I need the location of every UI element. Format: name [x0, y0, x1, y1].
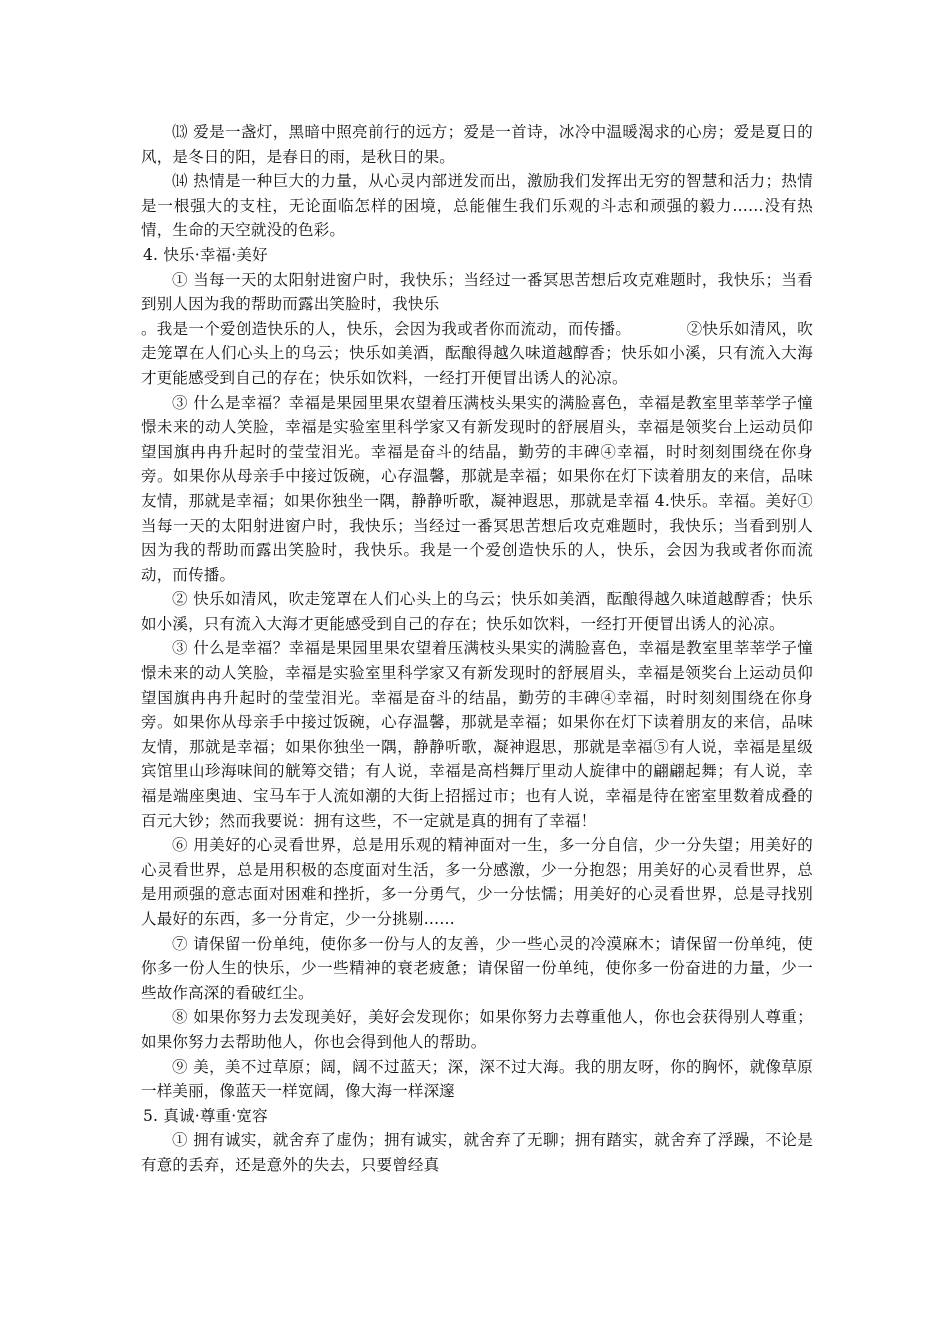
paragraph-4-3: ③ 什么是幸福？幸福是果园里果农望着压满枝头果实的满脸喜色，幸福是教室里莘莘学子憧憬未来的动人笑脸，幸福是实验室里科学家又有新发现时的舒展眉头，幸福是领奖台上运动员仰望国旗冉冉升起时的莹莹泪光。幸福是奋斗的结晶，勤劳的丰碑④幸福，时时刻刻围绕在你身旁。如果你从母亲手中接过饭碗，心存温馨，那就是幸福；如果你在灯下读着朋友的来信，品味友情，那就是幸福；如果你独坐一隅，静静听歌，凝神遐思，那就是幸福 4.快乐。幸福。美好①当每一天的太阳射进窗户时，我快乐；当经过一番冥思苦想后攻克难题时，我快乐；当看到别人因为我的帮助而露出笑脸时，我快乐。我是一个爱创造快乐的人，快乐，会因为我或者你而流动，而传播。 — [141, 393, 813, 584]
paragraph-4-2-repeat: ② 快乐如清风，吹走笼罩在人们心头上的乌云；快乐如美酒，酝酿得越久味道越醇香；快乐如小溪，只有流入大海才更能感受到自己的存在；快乐如饮料，一经打开便冒出诱人的沁凉。 — [141, 590, 813, 633]
paragraph-4-3-repeat: ③ 什么是幸福？幸福是果园里果农望着压满枝头果实的满脸喜色，幸福是教室里莘莘学子憧憬未来的动人笑脸，幸福是实验室里科学家又有新发现时的舒展眉头，幸福是领奖台上运动员仰望国旗冉冉升起时的莹莹泪光。幸福是奋斗的结晶，勤劳的丰碑④幸福，时时刻刻围绕在你身旁。如果你从母亲手中接过饭碗，心存温馨，那就是幸福；如果你在灯下读着朋友的来信，品味友情，那就是幸福；如果你独坐一隅，静静听歌，凝神遐思，那就是幸福⑤有人说，幸福是星级宾馆里山珍海味间的觥筹交错；有人说，幸福是高档舞厅里动人旋律中的翩翩起舞；有人说，幸福是端座奥迪、宝马车于人流如潮的大街上招摇过市；也有人说，幸福是待在密室里数着成叠的百元大钞；然而我要说：拥有这些，不一定就是真的拥有了幸福！ — [141, 639, 813, 830]
section-heading-5: 5. 真诚·尊重·宽容 — [143, 1106, 268, 1125]
paragraph-4-7: ⑦ 请保留一份单纯，使你多一份与人的友善，少一些心灵的冷漠麻木；请保留一份单纯，使你多一份人生的快乐，少一些精神的衰老疲惫；请保留一份单纯，使你多一份奋进的力量，少一些故作高深的看破红尘。 — [141, 934, 813, 1002]
paragraph-4-8: ⑧ 如果你努力去发现美好，美好会发现你；如果你努力去尊重他人，你也会获得别人尊重；如果你努力去帮助他人，你也会得到他人的帮助。 — [141, 1008, 813, 1051]
document-page — [141, 120, 813, 1178]
paragraph-5-1: ① 拥有诚实，就舍弃了虚伪；拥有诚实，就舍弃了无聊；拥有踏实，就舍弃了浮躁，不论是有意的丢弃，还是意外的失去，只要曾经真 — [141, 1131, 813, 1174]
paragraph-4-1-continued: 。我是一个爱创造快乐的人，快乐，会因为我或者你而流动，而传播。 ②快乐如清风，吹走笼罩在人们心头上的乌云；快乐如美酒，酝酿得越久味道越醇香；快乐如小溪，只有流入大海才更能感受到自己的存在；快乐如饮料，一经打开便冒出诱人的沁凉。 — [141, 319, 813, 387]
paragraph-4-1: ① 当每一天的太阳射进窗户时，我快乐；当经过一番冥思苦想后攻克难题时，我快乐；当看到别人因为我的帮助而露出笑脸时，我快乐 — [141, 270, 813, 314]
paragraph-4-6: ⑥ 用美好的心灵看世界，总是用乐观的精神面对一生，多一分自信，少一分失望；用美好的心灵看世界，总是用积极的态度面对生活，多一分感激，少一分抱怨；用美好的心灵看世界，总是用顽强的意志面对困难和挫折，多一分勇气，少一分怯懦；用美好的心灵看世界，总是寻找别人最好的东西，多一分肯定，少一分挑剔…… — [141, 836, 813, 928]
paragraph-13: ⒀ 爱是一盏灯，黑暗中照亮前行的远方；爱是一首诗，冰冷中温暖渴求的心房；爱是夏日的风，是冬日的阳，是春日的雨，是秋日的果。 — [141, 123, 813, 166]
paragraph-14: ⒁ 热情是一种巨大的力量，从心灵内部迸发而出，激励我们发挥出无穷的智慧和活力；热情是一根强大的支柱，无论面临怎样的困境，总能催生我们乐观的斗志和顽强的毅力……没有热情，生命的天空就没的色彩。 — [141, 172, 813, 240]
paragraph-4-9: ⑨ 美，美不过草原；阔，阔不过蓝天；深，深不过大海。我的朋友呀，你的胸怀，就像草原一样美丽，像蓝天一样宽阔，像大海一样深邃 — [141, 1057, 813, 1101]
section-heading-4: 4. 快乐·幸福·美好 — [143, 245, 268, 264]
